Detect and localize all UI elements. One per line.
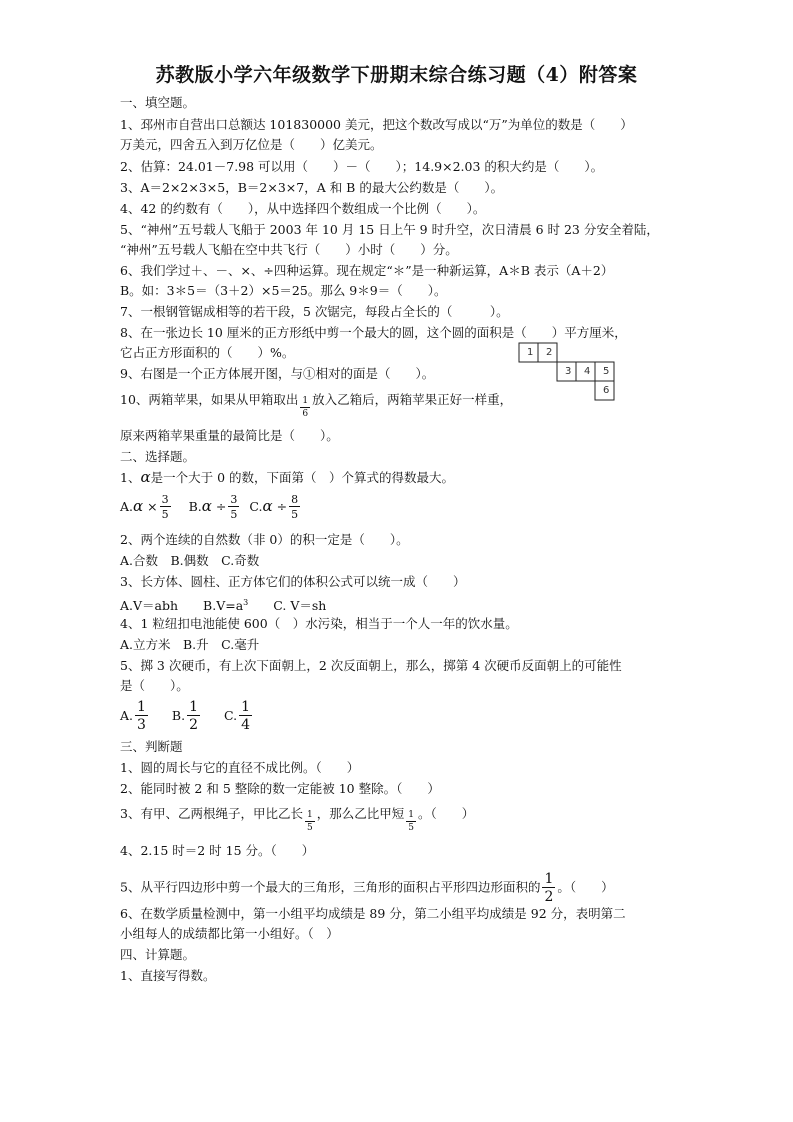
fraction-numerator: 3 [230,493,238,506]
divide-operator: ÷ [215,498,227,514]
option-a-fraction [160,494,171,520]
exponent: 3 [243,598,249,607]
s1-question-7: 7、一根钢管锯成相等的若干段，5 次锯完，每段占全长的（ ）。 [120,304,509,319]
section-1-heading: 一、填空题。 [120,95,196,110]
section-3-heading: 三、判断题 [120,739,183,754]
option-b-fraction [187,700,200,732]
option-c-fraction [239,700,252,732]
section-2-heading: 二、选择题。 [120,449,196,464]
s2-question-4: 4、1 粒纽扣电池能使 600（ ）水污染，相当于一个人一年的饮水量。 [120,616,518,631]
s2-question-2: 2、两个连续的自然数（非 0）的积一定是（ ）。 [120,532,409,547]
fraction-numerator: 1 [241,699,251,715]
fraction-numerator: 1 [189,699,199,715]
s1-question-8-line-1: 8、在一张边长 10 厘米的正方形纸中剪一个最大的圆，这个圆的面积是（ ）平方厘米， [120,325,627,340]
s3-q5-text-post: 。（ ） [557,879,614,895]
fraction-numerator: 3 [161,493,169,506]
fraction-denominator: 5 [408,823,414,833]
net-label-6: 6 [603,385,610,396]
s1-question-10-line-2: 原来两箱苹果重量的最简比是（ ）。 [120,428,339,443]
net-face-5 [595,362,614,381]
fraction-denominator: 2 [544,889,554,905]
net-face-4 [576,362,595,381]
s3-question-6-line-2: 小组每人的成绩都比第一小组好。（ ） [120,926,339,941]
s3-q5-fraction [542,872,555,904]
option-b-label: B. [171,707,186,723]
s3-question-5 [120,872,614,904]
option-b [188,493,242,521]
fraction-numerator: 1 [408,810,414,820]
s1-question-6-line-2: B。如：3＊5＝（3＋2）×5＝25。那么 9＊9＝（ ）。 [120,283,447,298]
s1-question-3: 3、A＝2×2×3×5，B＝2×3×7，A 和 B 的最大公约数是（ ）。 [120,180,504,195]
s1-q10-fraction [300,397,310,419]
s1-question-10-line-1 [120,392,512,419]
s3-q3-text-post: 。（ ） [417,806,475,821]
s2-question-1-options [120,494,302,520]
option-c [249,493,302,521]
fraction-denominator: 2 [189,717,199,733]
divide-operator: ÷ [276,498,288,514]
s2-question-1 [120,469,454,486]
s3-q3-text-mid: ，那么乙比甲短 [316,806,405,821]
section-4-heading: 四、计算题。 [120,947,196,962]
s3-q5-text-pre: 5、从平行四边形中剪一个最大的三角形，三角形的面积占平形四边形面积的 [120,879,541,895]
alpha-symbol: α [140,468,151,486]
s1-question-4: 4、42 的约数有（ ），从中选择四个数组成一个比例（ ）。 [120,201,486,216]
net-face-2 [538,343,557,362]
s3-question-4: 4、2.15 时＝2 时 15 分。（ ） [120,843,315,858]
s1-q10-text-pre: 10、两箱苹果，如果从甲箱取出 [120,392,299,407]
net-label-5: 5 [603,366,610,377]
fraction-numerator: 1 [302,396,309,406]
fraction-denominator: 4 [241,717,251,733]
option-a [120,493,173,521]
s2-question-4-options: A.立方米 B.升 C.毫升 [120,637,260,652]
s1-question-9: 9、右图是一个正方体展开图，与①相对的面是（ ）。 [120,366,435,381]
fraction-denominator: 5 [306,823,313,833]
s3-question-3 [120,806,474,833]
s3-q3-fraction-1 [305,811,315,833]
s3-question-6-line-1: 6、在数学质量检测中，第一小组平均成绩是 89 分，第二小组平均成绩是 92 分，表明第二 [120,906,626,921]
option-a-fraction [135,700,148,732]
s4-question-1: 1、直接写得数。 [120,968,216,983]
s1-question-8-line-2: 它占正方形面积的（ ）%。 [120,345,295,360]
s1-question-1-line-1: 1、邳州市自营出口总额达 101830000 美元，把这个数改写成以“万”为单位的数是（ ） [120,117,633,132]
s2-question-5-options [120,700,254,732]
option-c-label: C. [249,498,263,514]
option-a-label: A. [120,498,134,514]
option-c: C. V＝sh [248,598,327,614]
s2-q1-number: 1、 [120,470,141,485]
s2-question-3: 3、长方体、圆柱、正方体它们的体积公式可以统一成（ ） [120,574,466,589]
s2-question-2-options: A.合数 B.偶数 C.奇数 [120,553,260,568]
s1-q10-text-post: 放入乙箱后，两箱苹果正好一样重， [312,392,513,407]
net-label-2: 2 [546,347,553,358]
times-operator: × [147,498,158,514]
fraction-numerator: 1 [544,871,554,887]
s2-question-3-options [120,595,326,614]
s3-question-1: 1、圆的周长与它的直径不成比例。（ ） [120,760,360,775]
net-face-1 [519,343,538,362]
options-a-b: A.V＝abh B.V=a [120,598,244,614]
option-a [120,699,150,733]
s2-question-5-line-2: 是（ ）。 [120,678,189,693]
fraction-numerator: 1 [306,810,313,820]
s1-question-1-line-2: 万美元，四舍五入到万亿位是（ ）亿美元。 [120,137,383,152]
s1-question-5-line-1: 5、“神州”五号载人飞船于 2003 年 10 月 15 日上午 9 时升空，次日清晨 6 时 23 分安全着陆， [120,222,659,237]
alpha-symbol: α [201,496,212,515]
s2-question-5-line-1: 5、掷 3 次硬币，有上次下面朝上，2 次反面朝上，那么，掷第 4 次硬币反面朝上的可能性 [120,658,622,673]
fraction-denominator: 5 [230,508,238,521]
s3-q3-text-pre: 3、有甲、乙两根绳子，甲比乙长 [120,806,303,821]
s3-question-2: 2、能同时被 2 和 5 整除的数一定能被 10 整除。（ ） [120,781,440,796]
document-title: 苏教版小学六年级数学下册期末综合练习题（4）附答案 [155,64,638,86]
alpha-symbol: α [262,496,273,515]
net-label-4: 4 [584,366,591,377]
option-c [224,699,254,733]
net-face-3 [557,362,576,381]
net-label-1: 1 [527,347,534,358]
s1-question-2: 2、估算：24.01－7.98 可以用（ ）－（ ）；14.9×2.03 的积大约是（ ）。 [120,159,604,174]
net-label-3: 3 [565,366,572,377]
fraction-denominator: 6 [302,409,309,419]
fraction-numerator: 8 [291,493,299,506]
option-c-label: C. [224,707,238,723]
fraction-denominator: 3 [137,717,146,733]
s1-question-6-line-1: 6、我们学过＋、－、×、÷四种运算。现在规定“＊”是一种新运算，A＊B 表示（A＋2） [120,263,614,278]
option-b [171,699,202,733]
net-face-6 [595,381,614,400]
fraction-denominator: 5 [161,508,169,521]
option-b-label: B. [188,498,202,514]
option-a-label: A. [120,707,134,723]
s3-q3-fraction-2 [406,811,416,833]
alpha-symbol: α [133,496,144,515]
option-c-fraction [289,494,300,520]
option-b-fraction [228,494,239,520]
s1-question-5-line-2: “神州”五号载人飞船在空中共飞行（ ）小时（ ）分。 [120,242,458,257]
s2-q1-text: 是一个大于 0 的数，下面第（ ）个算式的得数最大。 [150,470,454,485]
fraction-numerator: 1 [137,699,146,715]
fraction-denominator: 5 [291,508,299,521]
